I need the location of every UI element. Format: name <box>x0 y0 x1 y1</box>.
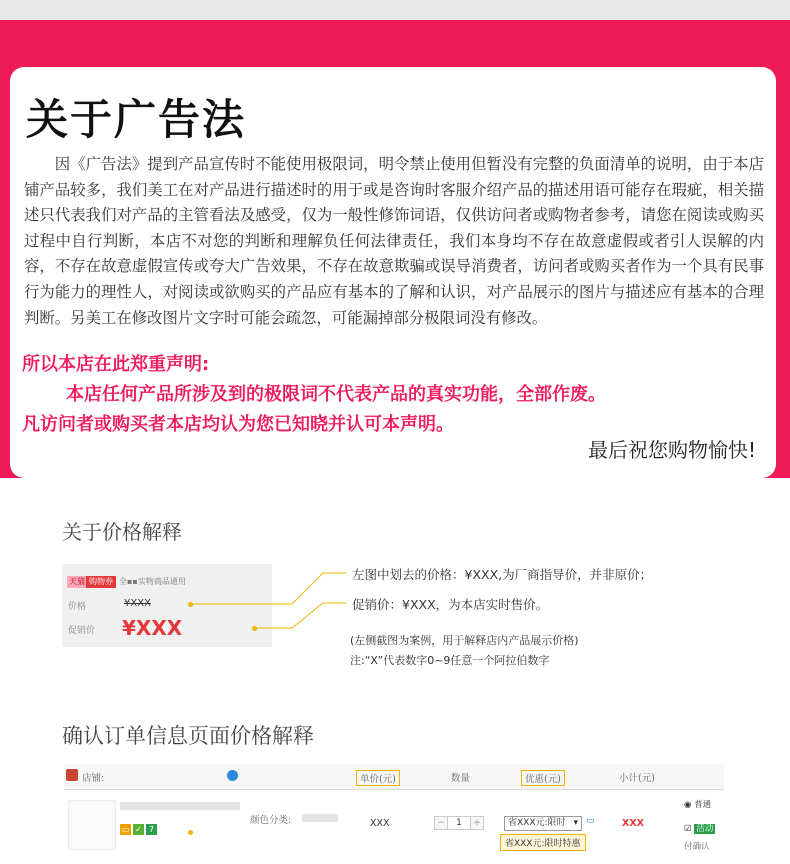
leader-line-original <box>191 573 346 604</box>
order-row <box>64 794 724 854</box>
callout-original-price: 左图中划去的价格：¥XXX,为厂商指导价，并非原价； <box>352 567 653 582</box>
col-shop: 店铺: <box>82 773 105 784</box>
shop-icon <box>66 769 78 781</box>
checkbox-activity[interactable]: ☑ 活动 <box>684 824 714 834</box>
chevron-down-icon: ▾ <box>573 818 578 828</box>
qty-minus-button[interactable]: − <box>435 817 447 829</box>
qty-input[interactable]: 1 <box>447 817 471 829</box>
comment-icon[interactable]: ▭ <box>586 816 595 826</box>
info-icon[interactable] <box>227 770 238 781</box>
promo-price: ¥XXX <box>122 616 183 640</box>
tmall-badge: 天猫 <box>69 577 85 586</box>
variant-value-blurred <box>302 814 338 822</box>
closing-wish: 最后祝您购物愉快! <box>587 438 756 462</box>
pay-confirm-text: 付确认 <box>684 842 710 852</box>
ad-law-body: 因《广告法》提到产品宣传时不能使用极限词，明令禁止使用但暂没有完整的负面清单的说明，由于本店铺产品较多，我们美工在对产品进行描述时的用于或是咨询时客服介绍产品的描述用语可能存在瑕疵，相关描述只代表我们对产品的主管看法及感受，仅为一般性修饰词语，仅供访问者或购物者参考，请您在阅读或购买过程中自行判断，本店不对您的判断和理解负任何法律责任，我们本身均不存在故意虚假或者引人误解的内容，不存在故意虚假宣传或夸大广告效果，不存在故意欺骗或误导消费者，访问者或购买者作为一个具有民事行为能力的理性人，对阅读或欲购买的产品应有基本的了解和认识，对产品展示的图片与描述应有基本的合理判断。另美工在修改图片文字时可能会疏忽，可能漏掉部分极限词没有修改。 <box>24 155 764 327</box>
original-price: ¥XXX <box>124 598 151 609</box>
quantity-stepper[interactable] <box>434 816 484 830</box>
qty-plus-button[interactable]: + <box>471 817 483 829</box>
product-thumbnail[interactable] <box>68 800 116 850</box>
card-icon: ▭ <box>121 825 130 834</box>
price-explain-title: 关于价格解释 <box>62 520 182 544</box>
coupon-note: 全▪▪实物商品通用 <box>119 577 186 586</box>
product-title-blurred[interactable] <box>120 802 240 810</box>
radio-normal[interactable]: ◉ 普通 <box>684 800 712 810</box>
leader-dot <box>188 830 193 835</box>
declaration-heading: 所以本店在此郑重声明: <box>22 354 210 375</box>
promo-label: 促销价 <box>68 626 96 636</box>
row-unit-price: XXX <box>370 818 390 829</box>
guarantee-icon: ✓ <box>133 824 144 835</box>
coupon-badge: 购物券 <box>86 576 116 588</box>
col-subtotal: 小计(元) <box>619 773 655 784</box>
declaration-consent: 凡访问者或购买者本店均认为您已知晓并认可本声明。 <box>22 414 454 435</box>
col-quantity: 数量 <box>451 773 471 784</box>
order-table-header <box>64 764 724 790</box>
example-note: (左侧截图为案例，用于解释店内产品展示价格) <box>350 634 579 647</box>
discount-select-value: 省XXX元:限时 <box>508 818 566 828</box>
leader-line-promo <box>254 603 346 628</box>
col-unit-price: 单价(元) <box>356 770 400 786</box>
discount-tip: 省XXX元:限时特惠 <box>500 834 586 851</box>
discount-select[interactable] <box>504 816 582 831</box>
seven-day-icon: 7 <box>146 824 157 835</box>
callout-promo-price: 促销价：¥XXX，为本店实时售价。 <box>352 597 549 612</box>
order-explain-title: 确认订单信息页面价格解释 <box>62 724 314 748</box>
row-subtotal: XXX <box>622 818 644 829</box>
declaration-void: 本店任何产品所涉及到的极限词不代表产品的真实功能，全部作废。 <box>66 384 606 405</box>
price-label: 价格 <box>68 602 87 612</box>
variant-label: 颜色分类: <box>250 815 292 826</box>
ad-law-title: 关于广告法 <box>26 95 247 144</box>
digit-note: 注:“X”代表数字0~9任意一个阿拉伯数字 <box>350 654 550 667</box>
col-discount: 优惠(元) <box>521 770 565 786</box>
